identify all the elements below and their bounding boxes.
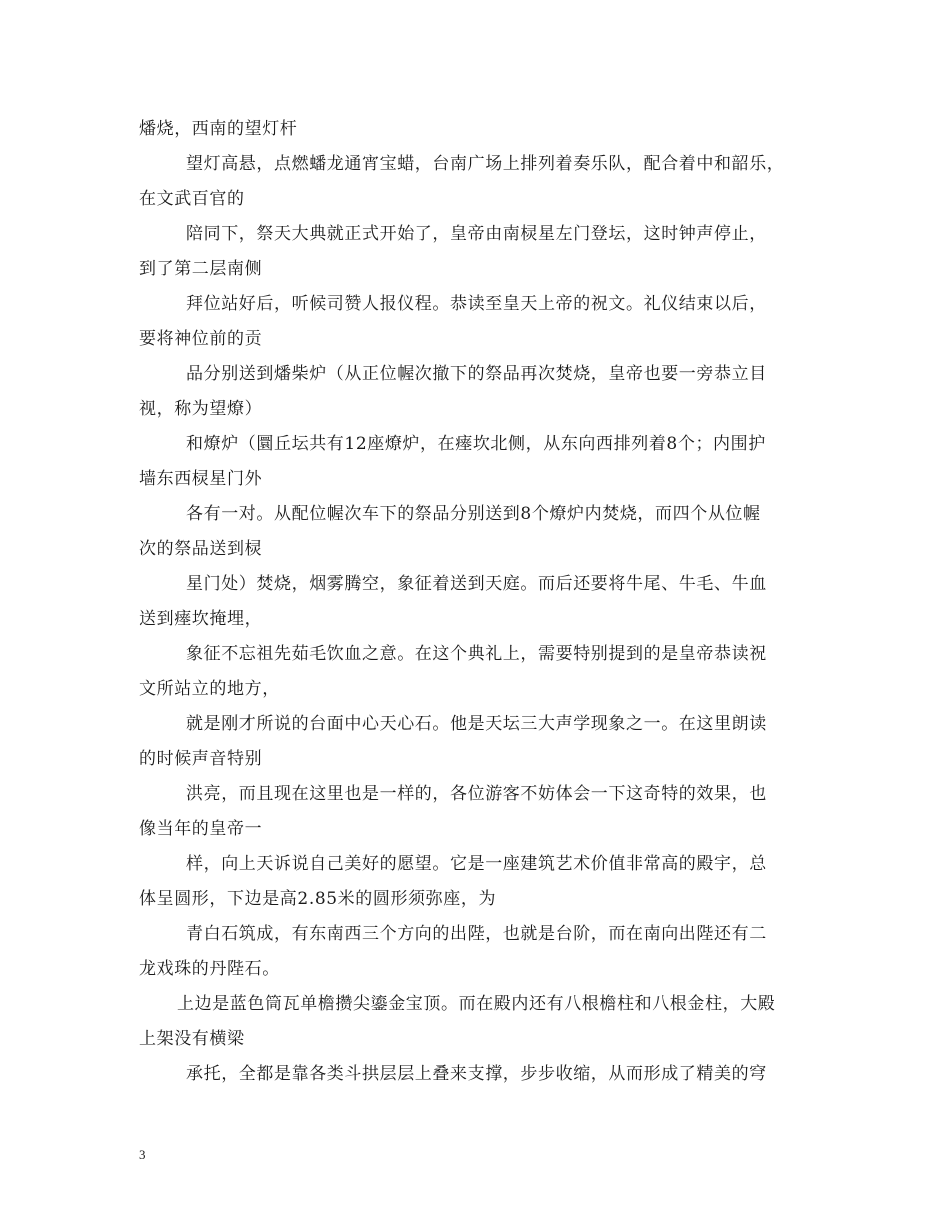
text-line: 陪同下，祭天大典就正式开始了，皇帝由南棂星左门登坛，这时钟声停止， [186,224,767,244]
text-line: 到了第二层南侧 [139,259,263,279]
text-line: 燔烧，西南的望灯杆 [139,119,298,139]
text-line: 洪亮，而且现在这里也是一样的，各位游客不妨体会一下这奇特的效果，也 [186,784,767,804]
text-line: 各有一对。从配位幄次车下的祭品分别送到8个燎炉内焚烧，而四个从位幄 [186,504,761,524]
text-line: 品分别送到燔柴炉（从正位幄次撤下的祭品再次焚烧，皇帝也要一旁恭立目 [186,364,767,384]
text-line: 拜位站好后，听候司赞人报仪程。恭读至皇天上帝的祝文。礼仪结束以后， [186,294,767,314]
text-line: 望灯高悬，点燃蟠龙通宵宝蜡，台南广场上排列着奏乐队，配合着中和韶乐， [186,154,785,174]
text-line: 样，向上天诉说自己美好的愿望。它是一座建筑艺术价值非常高的殿宇，总 [186,854,767,874]
text-line: 次的祭品送到棂 [139,539,263,559]
text-line: 和燎炉（圜丘坛共有12座燎炉，在瘗坎北侧，从东向西排列着8个；内围护 [186,434,766,454]
body-text [139,112,829,1092]
text-line: 视，称为望燎） [139,399,263,419]
text-line: 墙东西棂星门外 [139,469,263,489]
text-line: 承托，全都是靠各类斗拱层层上叠来支撑，步步收缩，从而形成了精美的穹 [186,1064,767,1084]
text-line: 送到瘗坎掩埋， [139,609,263,629]
text-line: 龙戏珠的丹陛石。 [139,959,280,979]
text-line: 在文武百官的 [139,189,245,209]
text-line: 的时候声音特别 [139,749,263,769]
text-line: 上边是蓝色筒瓦单檐攒尖鎏金宝顶。而在殿内还有八根檐柱和八根金柱，大殿 [177,994,776,1014]
text-line: 青白石筑成，有东南西三个方向的出陛，也就是台阶，而在南向出陛还有二 [186,924,767,944]
text-line: 星门处）焚烧，烟雾腾空，象征着送到天庭。而后还要将牛尾、牛毛、牛血 [186,574,767,594]
page-number: 3 [139,1147,146,1162]
text-line: 像当年的皇帝一 [139,819,263,839]
text-line: 要将神位前的贡 [139,329,263,349]
text-line: 体呈圆形，下边是高2.85米的圆形须弥座，为 [139,889,497,909]
text-line: 就是刚才所说的台面中心天心石。他是天坛三大声学现象之一。在这里朗读 [186,714,767,734]
text-line: 文所站立的地方， [139,679,280,699]
text-line: 象征不忘祖先茹毛饮血之意。在这个典礼上，需要特别提到的是皇帝恭读祝 [186,644,767,664]
text-line: 上架没有横梁 [139,1029,245,1049]
